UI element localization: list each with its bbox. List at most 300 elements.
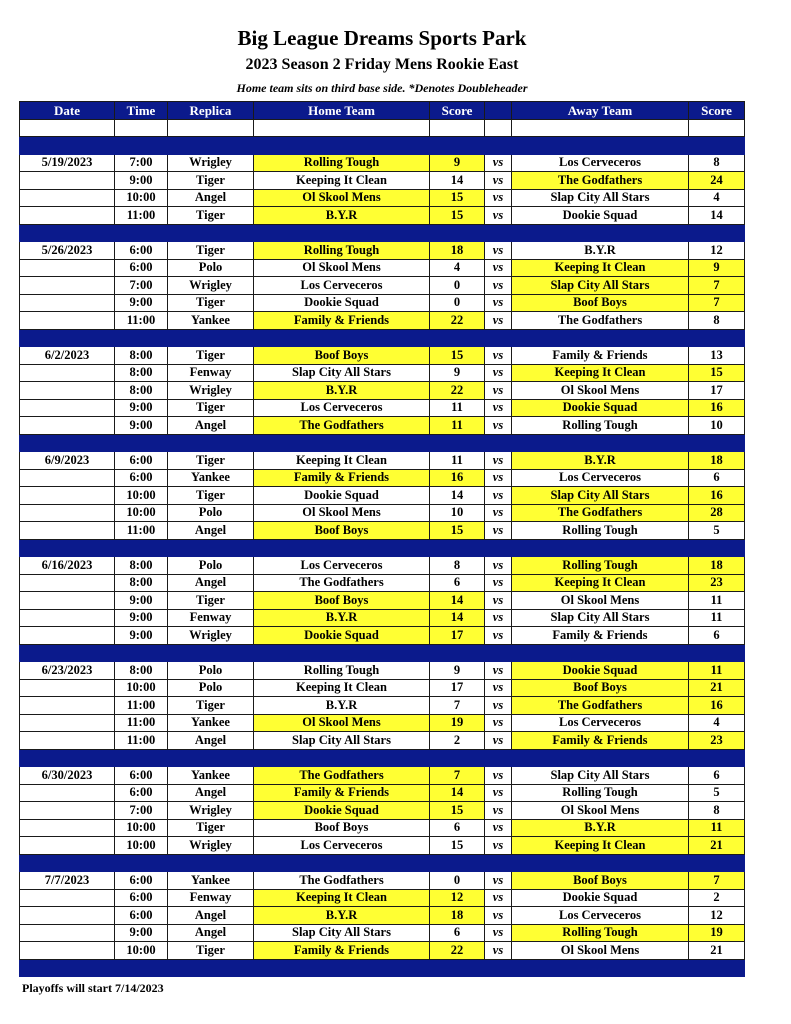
field-name: Polo [168, 679, 254, 697]
divider-cell [115, 959, 168, 977]
away-score: 4 [689, 714, 745, 732]
week-divider [20, 854, 745, 872]
date-cell [20, 942, 115, 960]
week-date: 6/2/2023 [44, 347, 90, 362]
field-name: Fenway [168, 889, 254, 907]
field-name: Tiger [168, 942, 254, 960]
table-row [20, 242, 745, 260]
home-team: Ol Skool Mens [254, 259, 430, 277]
away-score: 16 [689, 399, 745, 417]
column-header-vs [485, 102, 512, 120]
home-team: Rolling Tough [254, 662, 430, 680]
table-row [20, 819, 745, 837]
away-team: Family & Friends [512, 732, 689, 750]
vs-label: vs [485, 242, 512, 260]
home-team: Boof Boys [254, 592, 430, 610]
away-team: Dookie Squad [512, 207, 689, 225]
field-name: Fenway [168, 364, 254, 382]
home-team: Ol Skool Mens [254, 504, 430, 522]
home-team: Dookie Squad [254, 802, 430, 820]
away-score: 17 [689, 382, 745, 400]
divider-cell [689, 644, 745, 662]
date-cell [20, 382, 115, 400]
home-score: 9 [430, 662, 485, 680]
table-row [20, 697, 745, 715]
game-time: 10:00 [115, 189, 168, 207]
home-team: Dookie Squad [254, 487, 430, 505]
divider-cell [254, 959, 430, 977]
away-team: Keeping It Clean [512, 259, 689, 277]
column-header-row [20, 102, 745, 120]
table-row [20, 837, 745, 855]
week-date: 5/26/2023 [41, 242, 93, 257]
field-name: Tiger [168, 819, 254, 837]
field-name: Polo [168, 557, 254, 575]
home-team: Dookie Squad [254, 627, 430, 645]
game-time: 6:00 [115, 889, 168, 907]
away-team: Boof Boys [512, 294, 689, 312]
home-team: Ol Skool Mens [254, 714, 430, 732]
date-cell [20, 574, 115, 592]
away-team: Dookie Squad [512, 399, 689, 417]
divider-cell [115, 539, 168, 557]
table-row [20, 382, 745, 400]
table-row [20, 189, 745, 207]
field-name: Wrigley [168, 154, 254, 172]
divider-cell [430, 224, 485, 242]
divider-cell [512, 959, 689, 977]
home-score: 15 [430, 347, 485, 365]
week-divider [20, 749, 745, 767]
away-team: Ol Skool Mens [512, 942, 689, 960]
game-time: 8:00 [115, 574, 168, 592]
game-time: 8:00 [115, 662, 168, 680]
vs-label: vs [485, 889, 512, 907]
date-cell [20, 294, 115, 312]
column-header-time: Time [115, 102, 168, 120]
divider-cell [430, 959, 485, 977]
divider-cell [168, 329, 254, 347]
away-score: 21 [689, 837, 745, 855]
away-score: 11 [689, 609, 745, 627]
away-score: 9 [689, 259, 745, 277]
away-score: 23 [689, 732, 745, 750]
home-score: 6 [430, 924, 485, 942]
table-row [20, 924, 745, 942]
game-time: 9:00 [115, 924, 168, 942]
field-name: Yankee [168, 312, 254, 330]
away-team: The Godfathers [512, 504, 689, 522]
field-name: Angel [168, 907, 254, 925]
divider-cell [254, 749, 430, 767]
game-time: 9:00 [115, 592, 168, 610]
divider-cell [254, 854, 430, 872]
vs-label: vs [485, 557, 512, 575]
game-time: 10:00 [115, 504, 168, 522]
divider-cell [168, 137, 254, 155]
date-cell [20, 417, 115, 435]
home-team: Slap City All Stars [254, 924, 430, 942]
home-score: 7 [430, 697, 485, 715]
date-cell [20, 154, 115, 172]
vs-label: vs [485, 294, 512, 312]
away-team: Family & Friends [512, 347, 689, 365]
away-team: Rolling Tough [512, 924, 689, 942]
away-score: 8 [689, 154, 745, 172]
divider-cell [485, 749, 512, 767]
divider-cell [485, 137, 512, 155]
table-row [20, 732, 745, 750]
away-team: Slap City All Stars [512, 609, 689, 627]
date-cell [20, 837, 115, 855]
away-score: 28 [689, 504, 745, 522]
field-name: Tiger [168, 697, 254, 715]
home-score: 19 [430, 714, 485, 732]
vs-label: vs [485, 872, 512, 890]
week-date: 5/19/2023 [41, 155, 93, 170]
column-header-away-score: Score [689, 102, 745, 120]
date-cell [20, 207, 115, 225]
divider-cell [430, 137, 485, 155]
home-score: 22 [430, 382, 485, 400]
away-team: Slap City All Stars [512, 277, 689, 295]
table-row [20, 767, 745, 785]
away-team: Slap City All Stars [512, 487, 689, 505]
vs-label: vs [485, 732, 512, 750]
game-time: 10:00 [115, 487, 168, 505]
away-score: 15 [689, 364, 745, 382]
table-row [20, 399, 745, 417]
home-team: Keeping It Clean [254, 452, 430, 470]
vs-label: vs [485, 679, 512, 697]
week-divider [20, 539, 745, 557]
date-cell [20, 609, 115, 627]
vs-label: vs [485, 382, 512, 400]
week-date: 6/16/2023 [41, 557, 93, 572]
game-time: 11:00 [115, 207, 168, 225]
away-team: Ol Skool Mens [512, 802, 689, 820]
divider-cell [485, 224, 512, 242]
home-team: The Godfathers [254, 574, 430, 592]
away-score: 6 [689, 627, 745, 645]
divider-cell [115, 749, 168, 767]
away-team: Rolling Tough [512, 522, 689, 540]
table-row [20, 592, 745, 610]
date-cell [20, 172, 115, 190]
vs-label: vs [485, 399, 512, 417]
divider-cell [168, 854, 254, 872]
home-team: Boof Boys [254, 347, 430, 365]
away-score: 6 [689, 767, 745, 785]
table-row [20, 452, 745, 470]
divider-cell [254, 644, 430, 662]
away-team: Dookie Squad [512, 662, 689, 680]
game-time: 9:00 [115, 609, 168, 627]
field-name: Fenway [168, 609, 254, 627]
divider-cell [168, 959, 254, 977]
table-row [20, 889, 745, 907]
away-score: 14 [689, 207, 745, 225]
away-score: 5 [689, 522, 745, 540]
divider-cell [20, 854, 115, 872]
away-score: 12 [689, 242, 745, 260]
vs-label: vs [485, 189, 512, 207]
home-team: Family & Friends [254, 784, 430, 802]
divider-cell [20, 749, 115, 767]
vs-label: vs [485, 907, 512, 925]
vs-label: vs [485, 609, 512, 627]
vs-label: vs [485, 574, 512, 592]
game-time: 9:00 [115, 627, 168, 645]
date-cell [20, 592, 115, 610]
field-name: Tiger [168, 242, 254, 260]
divider-cell [168, 749, 254, 767]
game-time: 7:00 [115, 154, 168, 172]
away-team: B.Y.R [512, 242, 689, 260]
home-score: 0 [430, 872, 485, 890]
home-score: 6 [430, 819, 485, 837]
home-score: 9 [430, 364, 485, 382]
vs-label: vs [485, 154, 512, 172]
divider-cell [512, 137, 689, 155]
away-team: Slap City All Stars [512, 189, 689, 207]
game-time: 9:00 [115, 399, 168, 417]
vs-label: vs [485, 469, 512, 487]
date-cell [20, 469, 115, 487]
schedule-body [20, 119, 745, 977]
table-row [20, 364, 745, 382]
home-team: Keeping It Clean [254, 172, 430, 190]
field-name: Wrigley [168, 802, 254, 820]
vs-label: vs [485, 364, 512, 382]
home-team: Keeping It Clean [254, 679, 430, 697]
home-team: Family & Friends [254, 942, 430, 960]
home-team: Boof Boys [254, 522, 430, 540]
table-row [20, 574, 745, 592]
divider-cell [20, 224, 115, 242]
game-time: 8:00 [115, 557, 168, 575]
away-team: The Godfathers [512, 312, 689, 330]
divider-cell [512, 644, 689, 662]
divider-cell [254, 539, 430, 557]
away-team: Rolling Tough [512, 784, 689, 802]
playoffs-note: Playoffs will start 7/14/2023 [22, 981, 164, 995]
game-time: 11:00 [115, 732, 168, 750]
column-header-date: Date [20, 102, 115, 120]
home-score: 0 [430, 294, 485, 312]
game-time: 7:00 [115, 802, 168, 820]
away-team: Los Cerveceros [512, 714, 689, 732]
divider-cell [689, 434, 745, 452]
away-score: 7 [689, 872, 745, 890]
away-team: The Godfathers [512, 172, 689, 190]
date-cell [20, 714, 115, 732]
empty-cell [168, 119, 254, 137]
date-cell [20, 784, 115, 802]
home-team: Rolling Tough [254, 242, 430, 260]
vs-label: vs [485, 784, 512, 802]
away-team: Family & Friends [512, 627, 689, 645]
away-score: 23 [689, 574, 745, 592]
date-cell [20, 697, 115, 715]
home-score: 6 [430, 574, 485, 592]
divider-cell [485, 959, 512, 977]
home-team: Slap City All Stars [254, 364, 430, 382]
home-team: Dookie Squad [254, 294, 430, 312]
divider-cell [430, 644, 485, 662]
date-cell [20, 679, 115, 697]
divider-cell [115, 644, 168, 662]
divider-cell [430, 749, 485, 767]
away-team: The Godfathers [512, 697, 689, 715]
vs-label: vs [485, 312, 512, 330]
game-time: 8:00 [115, 364, 168, 382]
empty-cell [512, 119, 689, 137]
away-score: 7 [689, 277, 745, 295]
divider-cell [115, 329, 168, 347]
field-name: Wrigley [168, 627, 254, 645]
home-team: Los Cerveceros [254, 399, 430, 417]
field-name: Yankee [168, 872, 254, 890]
away-team: Keeping It Clean [512, 574, 689, 592]
vs-label: vs [485, 522, 512, 540]
away-score: 18 [689, 452, 745, 470]
vs-label: vs [485, 487, 512, 505]
date-cell [20, 924, 115, 942]
date-cell [20, 732, 115, 750]
game-time: 8:00 [115, 347, 168, 365]
date-cell [20, 189, 115, 207]
table-row [20, 784, 745, 802]
vs-label: vs [485, 504, 512, 522]
date-cell [20, 259, 115, 277]
divider-cell [689, 539, 745, 557]
date-cell [20, 452, 115, 470]
table-row [20, 294, 745, 312]
home-score: 17 [430, 627, 485, 645]
blank-row [20, 119, 745, 137]
vs-label: vs [485, 277, 512, 295]
field-name: Angel [168, 924, 254, 942]
divider-cell [254, 224, 430, 242]
vs-label: vs [485, 259, 512, 277]
away-score: 2 [689, 889, 745, 907]
away-team: Los Cerveceros [512, 907, 689, 925]
date-cell [20, 522, 115, 540]
field-name: Wrigley [168, 837, 254, 855]
away-score: 19 [689, 924, 745, 942]
away-score: 11 [689, 662, 745, 680]
week-divider [20, 644, 745, 662]
game-time: 10:00 [115, 837, 168, 855]
away-score: 21 [689, 679, 745, 697]
game-time: 11:00 [115, 312, 168, 330]
game-time: 6:00 [115, 767, 168, 785]
home-score: 18 [430, 242, 485, 260]
vs-label: vs [485, 417, 512, 435]
game-time: 9:00 [115, 172, 168, 190]
home-team: Slap City All Stars [254, 732, 430, 750]
home-team: The Godfathers [254, 872, 430, 890]
date-cell [20, 364, 115, 382]
divider-cell [485, 644, 512, 662]
table-row [20, 627, 745, 645]
table-row [20, 679, 745, 697]
column-header-away-team: Away Team [512, 102, 689, 120]
away-score: 11 [689, 592, 745, 610]
divider-cell [20, 434, 115, 452]
field-name: Yankee [168, 767, 254, 785]
home-score: 11 [430, 452, 485, 470]
away-score: 16 [689, 697, 745, 715]
game-time: 6:00 [115, 259, 168, 277]
table-row [20, 487, 745, 505]
divider-cell [115, 137, 168, 155]
away-score: 10 [689, 417, 745, 435]
date-cell [20, 907, 115, 925]
field-name: Tiger [168, 172, 254, 190]
table-row [20, 662, 745, 680]
table-row [20, 714, 745, 732]
home-score: 14 [430, 172, 485, 190]
week-date: 6/30/2023 [41, 767, 93, 782]
table-row [20, 942, 745, 960]
field-name: Polo [168, 662, 254, 680]
divider-cell [512, 539, 689, 557]
divider-cell [689, 749, 745, 767]
away-score: 7 [689, 294, 745, 312]
week-divider [20, 959, 745, 977]
home-score: 9 [430, 154, 485, 172]
home-team: Family & Friends [254, 469, 430, 487]
game-time: 6:00 [115, 907, 168, 925]
week-date: 6/23/2023 [41, 662, 93, 677]
home-score: 15 [430, 837, 485, 855]
date-cell [20, 767, 115, 785]
vs-label: vs [485, 924, 512, 942]
game-time: 10:00 [115, 942, 168, 960]
field-name: Tiger [168, 294, 254, 312]
home-team: Rolling Tough [254, 154, 430, 172]
empty-cell [689, 119, 745, 137]
date-cell [20, 662, 115, 680]
date-cell [20, 242, 115, 260]
divider-cell [689, 224, 745, 242]
divider-cell [20, 539, 115, 557]
divider-cell [430, 539, 485, 557]
home-score: 0 [430, 277, 485, 295]
home-score: 14 [430, 609, 485, 627]
away-team: Boof Boys [512, 679, 689, 697]
vs-label: vs [485, 819, 512, 837]
away-team: Dookie Squad [512, 889, 689, 907]
table-row [20, 609, 745, 627]
table-row [20, 347, 745, 365]
game-time: 11:00 [115, 697, 168, 715]
divider-cell [20, 137, 115, 155]
game-time: 6:00 [115, 469, 168, 487]
home-team: Los Cerveceros [254, 557, 430, 575]
week-divider [20, 434, 745, 452]
divider-cell [512, 854, 689, 872]
away-score: 12 [689, 907, 745, 925]
table-row [20, 154, 745, 172]
column-header-home-team: Home Team [254, 102, 430, 120]
table-row [20, 207, 745, 225]
away-team: B.Y.R [512, 819, 689, 837]
field-name: Yankee [168, 469, 254, 487]
away-score: 11 [689, 819, 745, 837]
